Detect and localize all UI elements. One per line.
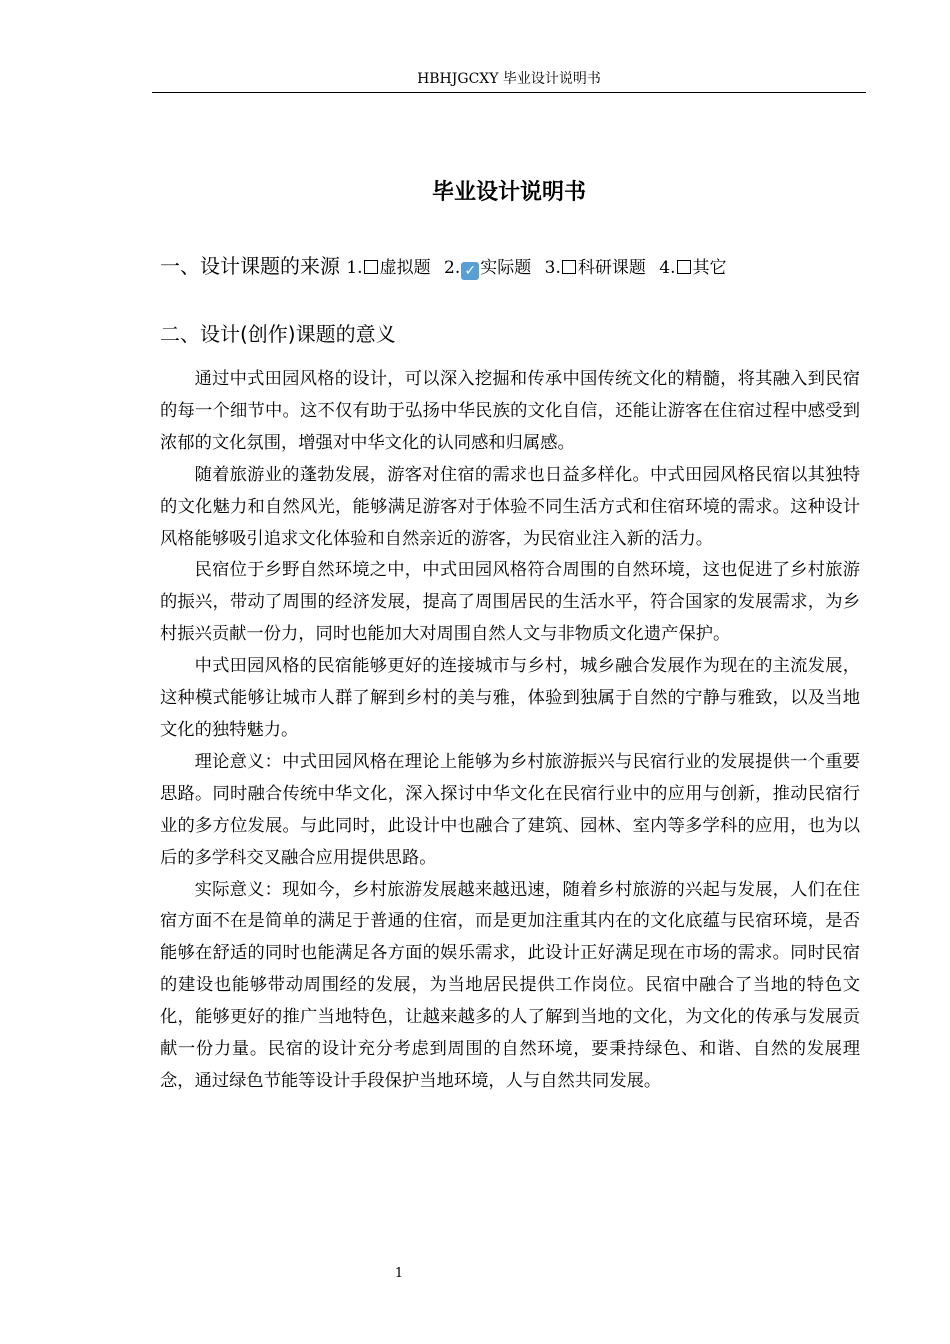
document-title: 毕业设计说明书 xyxy=(431,180,586,205)
significance-body xyxy=(160,364,860,1098)
option-research-label: 科研课题 xyxy=(577,258,646,278)
option-other-prefix: 4. xyxy=(659,258,676,278)
topic-source-options xyxy=(346,258,734,278)
option-virtual-label: 虚拟题 xyxy=(379,258,431,278)
option-research xyxy=(545,258,652,278)
option-other-label: 其它 xyxy=(692,258,727,278)
section-heading-source-text: 一、设计课题的来源 xyxy=(160,254,340,278)
paragraph: 实际意义：现如今，乡村旅游发展越来越迅速，随着乡村旅游的兴起与发展，人们在住宿方面不在是简单的满足于普通的住宿，而是更加注重其内在的文化底蕴与民宿环境，是否能够在舒适的同时也能满足各方面的娱乐需求，此设计正好满足现在市场的需求。同时民宿的建设也能够带动周围经的发展，为当地居民提供工作岗位。民宿中融合了当地的特色文化，能够更好的推广当地特色，让越来越多的人了解到当地的文化，为文化的传承与发展贡献一份力量。民宿的设计充分考虑到周围的自然环境，要秉持绿色、和谐、自然的发展理念，通过绿色节能等设计手段保护当地环境，人与自然共同发展。 xyxy=(160,879,860,1091)
section-heading-significance: 二、设计(创作)课题的意义 xyxy=(160,322,396,346)
page-header-text: HBHJGCXY 毕业设计说明书 xyxy=(417,71,601,87)
checked-box-icon: ✓ xyxy=(461,262,479,280)
section-heading-source xyxy=(160,252,880,282)
option-research-prefix: 3. xyxy=(544,258,561,278)
option-actual xyxy=(444,258,537,278)
unchecked-box-icon xyxy=(364,260,378,274)
option-other xyxy=(659,258,726,278)
option-virtual-prefix: 1. xyxy=(346,258,363,278)
paragraph: 民宿位于乡野自然环境之中，中式田园风格符合周围的自然环境，这也促进了乡村旅游的振兴，带动了周围的经济发展，提高了周围居民的生活水平，符合国家的发展需求，为乡村振兴贡献一份力，同时也能加大对周围自然人文与非物质文化遗产保护。 xyxy=(160,560,860,645)
page-header xyxy=(152,70,866,93)
option-actual-prefix: 2. xyxy=(444,258,461,278)
paragraph: 通过中式田园风格的设计，可以深入挖掘和传承中国传统文化的精髓，将其融入到民宿的每一个细节中。这不仅有助于弘扬中华民族的文化自信，还能让游客在住宿过程中感受到浓郁的文化氛围，增强对中华文化的认同感和归属感。 xyxy=(160,369,860,453)
page-number: 1 xyxy=(394,1266,404,1281)
paragraph: 理论意义：中式田园风格在理论上能够为乡村旅游振兴与民宿行业的发展提供一个重要思路。同时融合传统中华文化，深入探讨中华文化在民宿行业中的应用与创新，推动民宿行业的多方位发展。与此同时，此设计中也融合了建筑、园林、室内等多学科的应用，也为以后的多学科交叉融合应用提供思路。 xyxy=(160,751,860,868)
option-virtual xyxy=(346,258,436,278)
paragraph: 中式田园风格的民宿能够更好的连接城市与乡村，城乡融合发展作为现在的主流发展，这种模式能够让城市人群了解到乡村的美与雅，体验到独属于自然的宁静与雅致，以及当地文化的独特魅力。 xyxy=(160,656,860,740)
option-actual-label: 实际题 xyxy=(480,258,532,278)
unchecked-box-icon xyxy=(677,260,691,274)
unchecked-box-icon xyxy=(562,260,576,274)
paragraph: 随着旅游业的蓬勃发展，游客对住宿的需求也日益多样化。中式田园风格民宿以其独特的文化魅力和自然风光，能够满足游客对于体验不同生活方式和住宿环境的需求。这种设计风格能够吸引追求文化体验和自然亲近的游客，为民宿业注入新的活力。 xyxy=(160,464,860,549)
